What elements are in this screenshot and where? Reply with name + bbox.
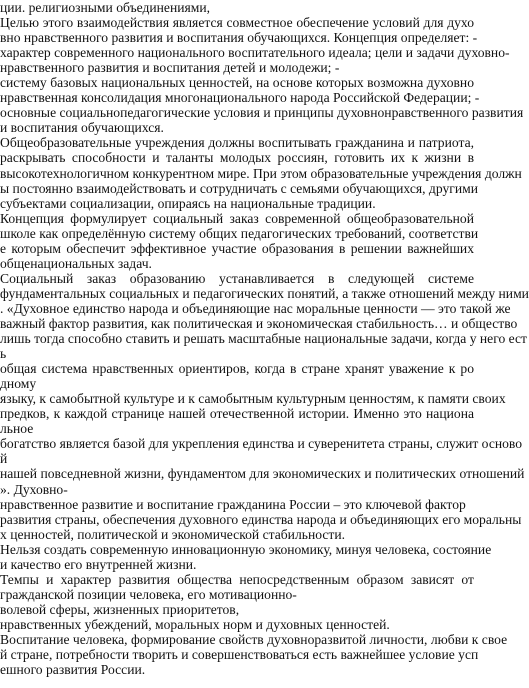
text-line: ь — [0, 346, 7, 362]
text-line: систему базовых национальных ценностей, на основе которых возможна духовно — [0, 75, 474, 91]
text-line: лишь тогда способно ставить и решать масштабные национальные задачи, когда у него ест — [0, 331, 527, 347]
text-line: дному — [0, 376, 37, 392]
text-line: важный фактор развития, как политическая и экономическая стабильность… и общество — [0, 315, 518, 331]
text-line: ». Духовно- — [0, 481, 68, 497]
text-line: Целью этого взаимодействия является совместное обеспечение условий для духо — [0, 15, 474, 31]
text-line: е которым обеспечит эффективное участие образования в решении важнейших — [0, 240, 474, 256]
text-line: Нельзя создать современную инновационную экономику, минуя человека, состояние — [0, 541, 492, 557]
text-line: льное — [0, 421, 34, 437]
text-line: ешного развития России. — [0, 662, 146, 678]
text-line: волевой сферы, жизненных приоритетов, — [0, 601, 240, 617]
text-line: и воспитания обучающихся. — [0, 120, 164, 136]
text-line: характер современного национального воспитательного идеала; цели и задачи духовно- — [0, 45, 510, 61]
text-line: . «Духовное единство народа и объединяющие нас моральные ценности — это такой же — [0, 300, 511, 316]
text-line: нравственных убеждений, моральных норм и духовных ценностей. — [0, 616, 390, 632]
text-line: Общеобразовательные учреждения должны воспитывать гражданина и патриота, — [0, 135, 474, 151]
text-line: богатство является базой для укрепления единства и суверенитета страны, служит осново — [0, 436, 523, 452]
text-line: ы постоянно взаимодействовать и сотрудничать с семьями обучающихся, другими — [0, 180, 478, 196]
text-line: общая система нравственных ориентиров, когда в стране хранят уважение к ро — [0, 361, 474, 377]
text-line: языку, к самобытной культуре и к самобытным культурным ценностям, к памяти своих — [0, 391, 506, 407]
text-line: нравственное развитие и воспитание гражданина России – это ключевой фактор — [0, 496, 466, 512]
text-line: Темпы и характер развития общества непосредственным образом зависят от — [0, 571, 474, 587]
text-line: общенациональных задач. — [0, 255, 152, 271]
text-line: фундаментальных социальных и педагогических понятий, а также отношений между ними — [0, 285, 529, 301]
text-line: Воспитание человека, формирование свойств духовноразвитой личности, любви к свое — [0, 631, 508, 647]
text-line: раскрывать способности и таланты молодых россиян, готовить их к жизни в — [0, 150, 474, 166]
text-line: нравственного развития и воспитания детей и молодежи; - — [0, 60, 340, 76]
text-line: й — [0, 451, 8, 467]
text-line: развития страны, обеспечения духовного единства народа и объединяющих его моральны — [0, 511, 522, 527]
text-line: вно нравственного развития и воспитания обучающихся. Концепция определяет: - — [0, 30, 478, 46]
text-line: предков, к каждой странице нашей отечественной истории. Именно это национа — [0, 406, 474, 422]
text-line: высокотехнологичном конкурентном мире. При этом образовательные учреждения должн — [0, 165, 522, 181]
text-line: основные социальнопедагогические условия и принципы духовнонравственного развития — [0, 105, 524, 121]
text-line: нравственная консолидация многонационального народа Российской Федерации; - — [0, 90, 480, 106]
text-line: гражданской позиции человека, его мотивационно- — [0, 586, 297, 602]
text-line: нашей повседневной жизни, фундаментом для экономических и политических отношений — [0, 466, 525, 482]
text-line: и качество его внутренней жизни. — [0, 556, 197, 572]
text-line: ции. религиозными объединениями, — [0, 0, 211, 15]
text-line: Концепция формулирует социальный заказ современной общеобразовательной — [0, 210, 474, 226]
text-line: Социальный заказ образованию устанавливается в следующей системе — [0, 270, 474, 286]
text-line: школе как определённую систему общих педагогических требований, соответстви — [0, 225, 479, 241]
text-line: х ценностей, политической и экономической стабильности. — [0, 526, 346, 542]
text-line: й стране, потребности творить и совершенствоваться есть важнейшее условие усп — [0, 647, 479, 663]
text-line: субъектами социализации, опираясь на национальные традиции. — [0, 195, 376, 211]
